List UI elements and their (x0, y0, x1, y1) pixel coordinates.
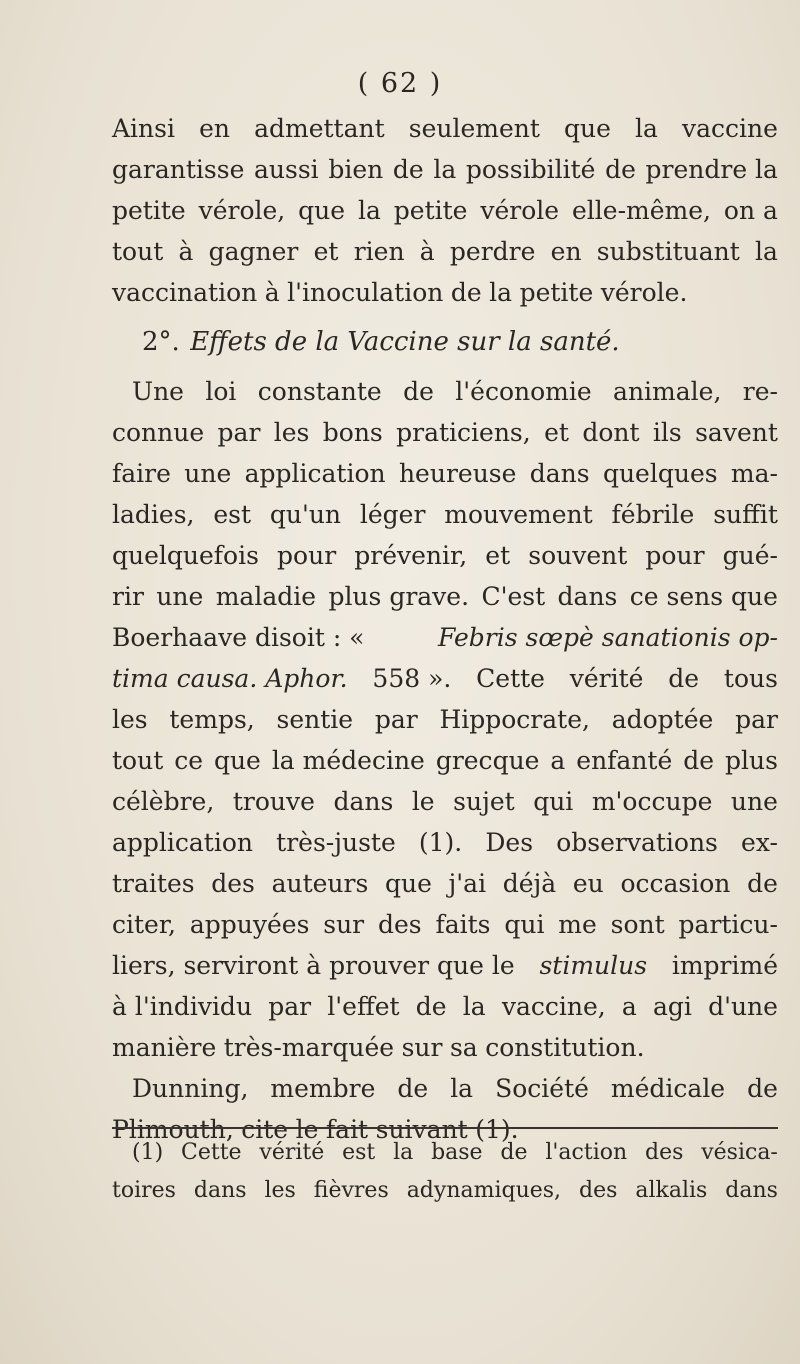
stimulus-term: stimulus (539, 951, 648, 980)
latin-quote: tima causa. Aphor. (112, 664, 348, 693)
text-line: garantisse aussi bien de la possibilité de prendre la (112, 155, 778, 184)
text-line: Plimouth, cite le fait suivant (1). (112, 1115, 519, 1144)
footnote-divider (112, 1127, 778, 1129)
page-number: ( 62 ) (357, 68, 443, 99)
footnote-line: toires dans les fièvres adynamiques, des alkalis dans (112, 1178, 778, 1203)
text-line: tout ce que la médecine grecque a enfanté de plus (112, 746, 778, 775)
quote-prefix: Boerhaave disoit : « (112, 623, 365, 652)
text-line: manière très-marquée sur sa constitution. (112, 1033, 645, 1062)
text-line: vaccination à l'inoculation de la petite vérole. (112, 278, 688, 307)
latin-quote: Febris sœpè sanationis op- (437, 623, 778, 652)
section-heading (112, 313, 778, 371)
text-line: tout à gagner et rien à perdre en substituant la (112, 237, 778, 266)
text-line: Ainsi en admettant seulement que la vaccine (112, 114, 778, 143)
text-line: faire une application heureuse dans quelques ma- (112, 459, 778, 488)
text-line: citer, appuyées sur des faits qui me sont particu- (112, 910, 778, 939)
section-title: Effets de la Vaccine sur la santé. (190, 327, 620, 357)
footnote-line: (1) Cette vérité est la base de l'action des vésica- (132, 1140, 778, 1165)
footnote (112, 1134, 778, 1210)
text-line: les temps, sentie par Hippocrate, adoptée par (112, 705, 778, 734)
text-line: connue par les bons praticiens, et dont ils savent (112, 418, 778, 447)
text-line: célèbre, trouve dans le sujet qui m'occupe une (112, 787, 778, 816)
text-line: ladies, est qu'un léger mouvement fébrile suffit (112, 500, 778, 529)
text-line: Une loi constante de l'économie animale, re- (132, 377, 778, 406)
text-line: à l'individu par l'effet de la vaccine, a agi d'une (112, 992, 778, 1021)
text-line: quelquefois pour prévenir, et souvent pour gué- (112, 541, 778, 570)
text-line: rir une maladie plus grave. C'est dans ce sens que (112, 582, 778, 611)
text-line: application très-juste (1). Des observations ex- (112, 828, 778, 857)
text-line: liers, serviront à prouver que le stimulus imprimé (112, 945, 778, 986)
section-number: 2°. (142, 327, 180, 357)
text-line: traites des auteurs que j'ai déjà eu occasion de (112, 869, 778, 898)
text-line: petite vérole, que la petite vérole elle-même, on a (112, 196, 778, 225)
text-line: Dunning, membre de la Société médicale de (132, 1074, 778, 1103)
text-line (112, 617, 778, 658)
body-text (112, 108, 778, 1150)
text-line: tima causa. Aphor. 558 ». Cette vérité de tous (112, 658, 778, 699)
